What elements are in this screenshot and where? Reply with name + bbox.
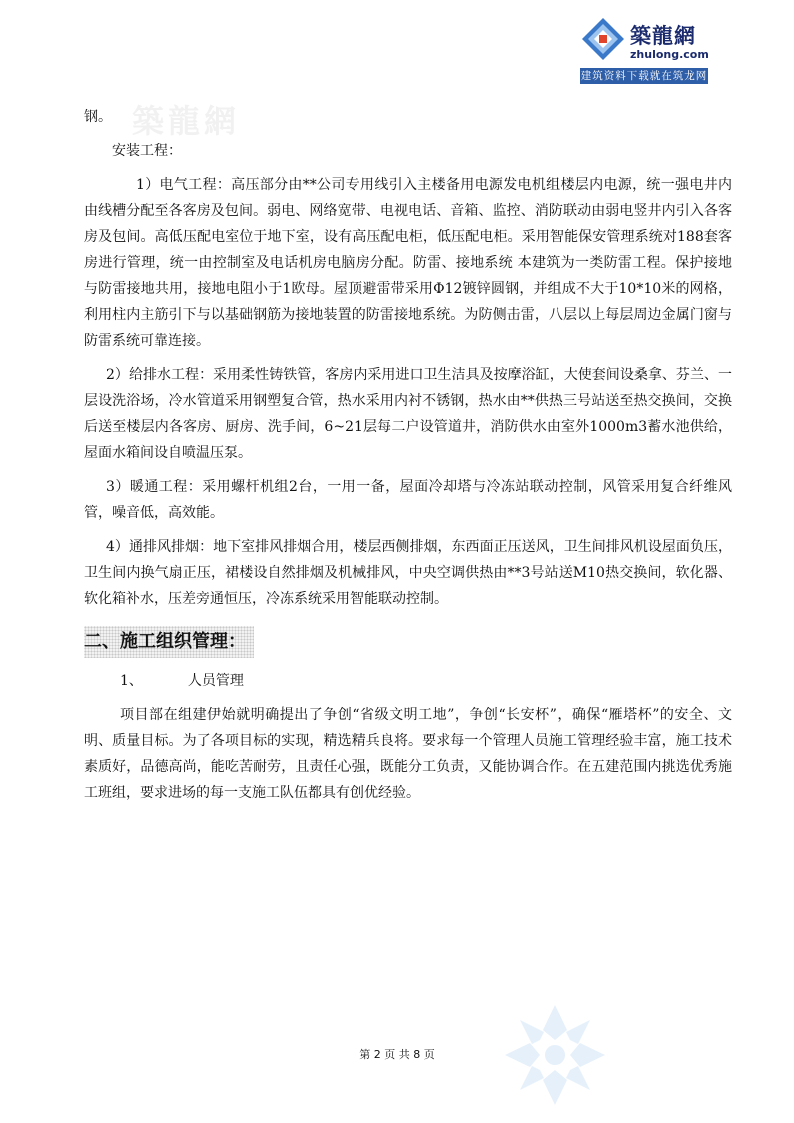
logo-domain: zhulong.com: [630, 48, 709, 61]
paragraph-continuation: 钢。: [84, 109, 112, 125]
subsection-title: 人员管理: [187, 673, 244, 689]
section-title: 二、施工组织管理：: [84, 626, 254, 658]
zhulong-logo[interactable]: [580, 10, 710, 84]
subsection-number: 1、: [120, 673, 143, 689]
zhulong-diamond-icon: [580, 16, 626, 62]
subsection-heading: [84, 668, 732, 694]
paragraph-plumbing: 2）给排水工程：采用柔性铸铁管，客房内采用进口卫生洁具及按摩浴缸，大使套间设桑拿、芬兰、一层设洗浴场，冷水管道采用钢塑复合管，热水采用内衬不锈钢，热水由**供热三号站送至热交换间，交换后送至楼层内各客房、厨房、洗手间，6~21层每二户设管道井，消防供水由室外1000m3蓄水池供给，屋面水箱间设自喷温压泵。: [84, 367, 732, 461]
document-body: [84, 104, 732, 806]
watermark-text: 築龍網: [132, 102, 241, 140]
paragraph-electrical: 1）电气工程：高压部分由**公司专用线引入主楼备用电源发电机组楼层内电源，统一强电井内由线槽分配至各客房及包间。弱电、网络宽带、电视电话、音箱、监控、消防联动由弱电竖井内引入各客房及包间。高低压配电室位于地下室，设有高压配电柜，低压配电柜。采用智能保安管理系统对188套客房进行管理，统一由控制室及电话机房电脑房分配。防雷、接地系统 本建筑为一类防雷工程。保护接地与防雷接地共用，接地电阻小于1欧母。屋顶避雷带采用Φ12镀锌圆钢，并组成不大于10*10米的网格，利用柱内主筋引下与以基础钢筋为接地装置的防雷接地系统。为防侧击雷，八层以上每层周边金属门窗与防雷系统可靠连接。: [84, 177, 732, 349]
logo-name: 築龍網: [630, 23, 696, 48]
logo-slogan: 建筑资料下载就在筑龙网: [580, 70, 708, 82]
paragraph-personnel: 项目部在组建伊始就明确提出了争创“省级文明工地”，争创“长安杯”，确保“雁塔杯”的安全、文明、质量目标。为了各项目标的实现，精选精兵良将。要求每一个管理人员施工管理经验丰富，施工技术素质好，品德高尚，能吃苦耐劳，且责任心强，既能分工负责，又能协调合作。在五建范围内挑选优秀施工班组，要求进场的每一支施工队伍都具有创优经验。: [84, 707, 732, 801]
paragraph-install-heading: 安装工程：: [112, 143, 182, 159]
paragraph-hvac: 3）暖通工程：采用螺杆机组2台，一用一备，屋面冷却塔与冷冻站联动控制，风管采用复合纤维风管，噪音低，高效能。: [84, 479, 732, 521]
paragraph-ventilation: 4）通排风排烟：地下室排风排烟合用，楼层西侧排烟，东西面正压送风，卫生间排风机设屋面负压，卫生间内换气扇正压，裙楼设自然排烟及机械排风，中央空调供热由**3号站送M10热交换间，软化器、软化箱补水，压差旁通恒压，冷冻系统采用智能联动控制。: [84, 539, 732, 607]
page-footer: 第 2 页 共 8 页: [359, 1048, 435, 1061]
